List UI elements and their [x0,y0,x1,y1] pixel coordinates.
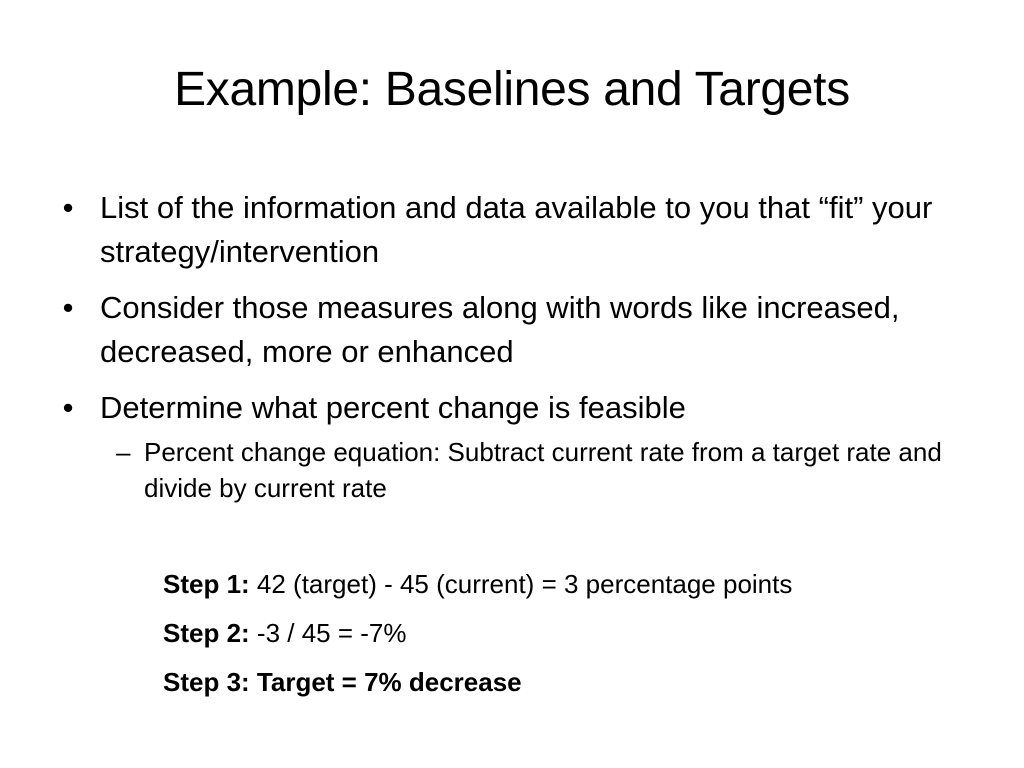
step-label: Step 3: Target = 7% decrease [163,667,522,697]
steps-list [163,566,1003,713]
sub-bullet-item [116,434,964,506]
step-line [163,664,1003,700]
dash-icon: – [116,437,131,467]
step-text: -3 / 45 = -7% [249,618,407,648]
bullet-icon: • [62,190,74,225]
bullet-item [58,286,958,374]
bullet-text: Consider those measures along with words like increased, decreased, more or enhanced [100,290,900,369]
step-label: Step 2: [163,618,250,648]
step-line [163,566,1003,602]
bullet-icon: • [62,290,74,325]
step-text: 42 (target) - 45 (current) = 3 percentage points [249,569,793,599]
sub-bullet-text: Percent change equation: Subtract current rate from a target rate and divide by current rate [144,437,942,503]
bullet-item [58,386,958,430]
step-label: Step 1: [163,569,250,599]
bullet-item [58,186,958,274]
slide-title: Example: Baselines and Targets [174,63,850,116]
bullet-text: List of the information and data available to you that “fit” your strategy/intervention [100,190,933,269]
bullet-text: Determine what percent change is feasible [100,390,686,425]
step-line [163,615,1003,651]
bullet-icon: • [62,390,74,425]
bullet-list [58,186,958,506]
